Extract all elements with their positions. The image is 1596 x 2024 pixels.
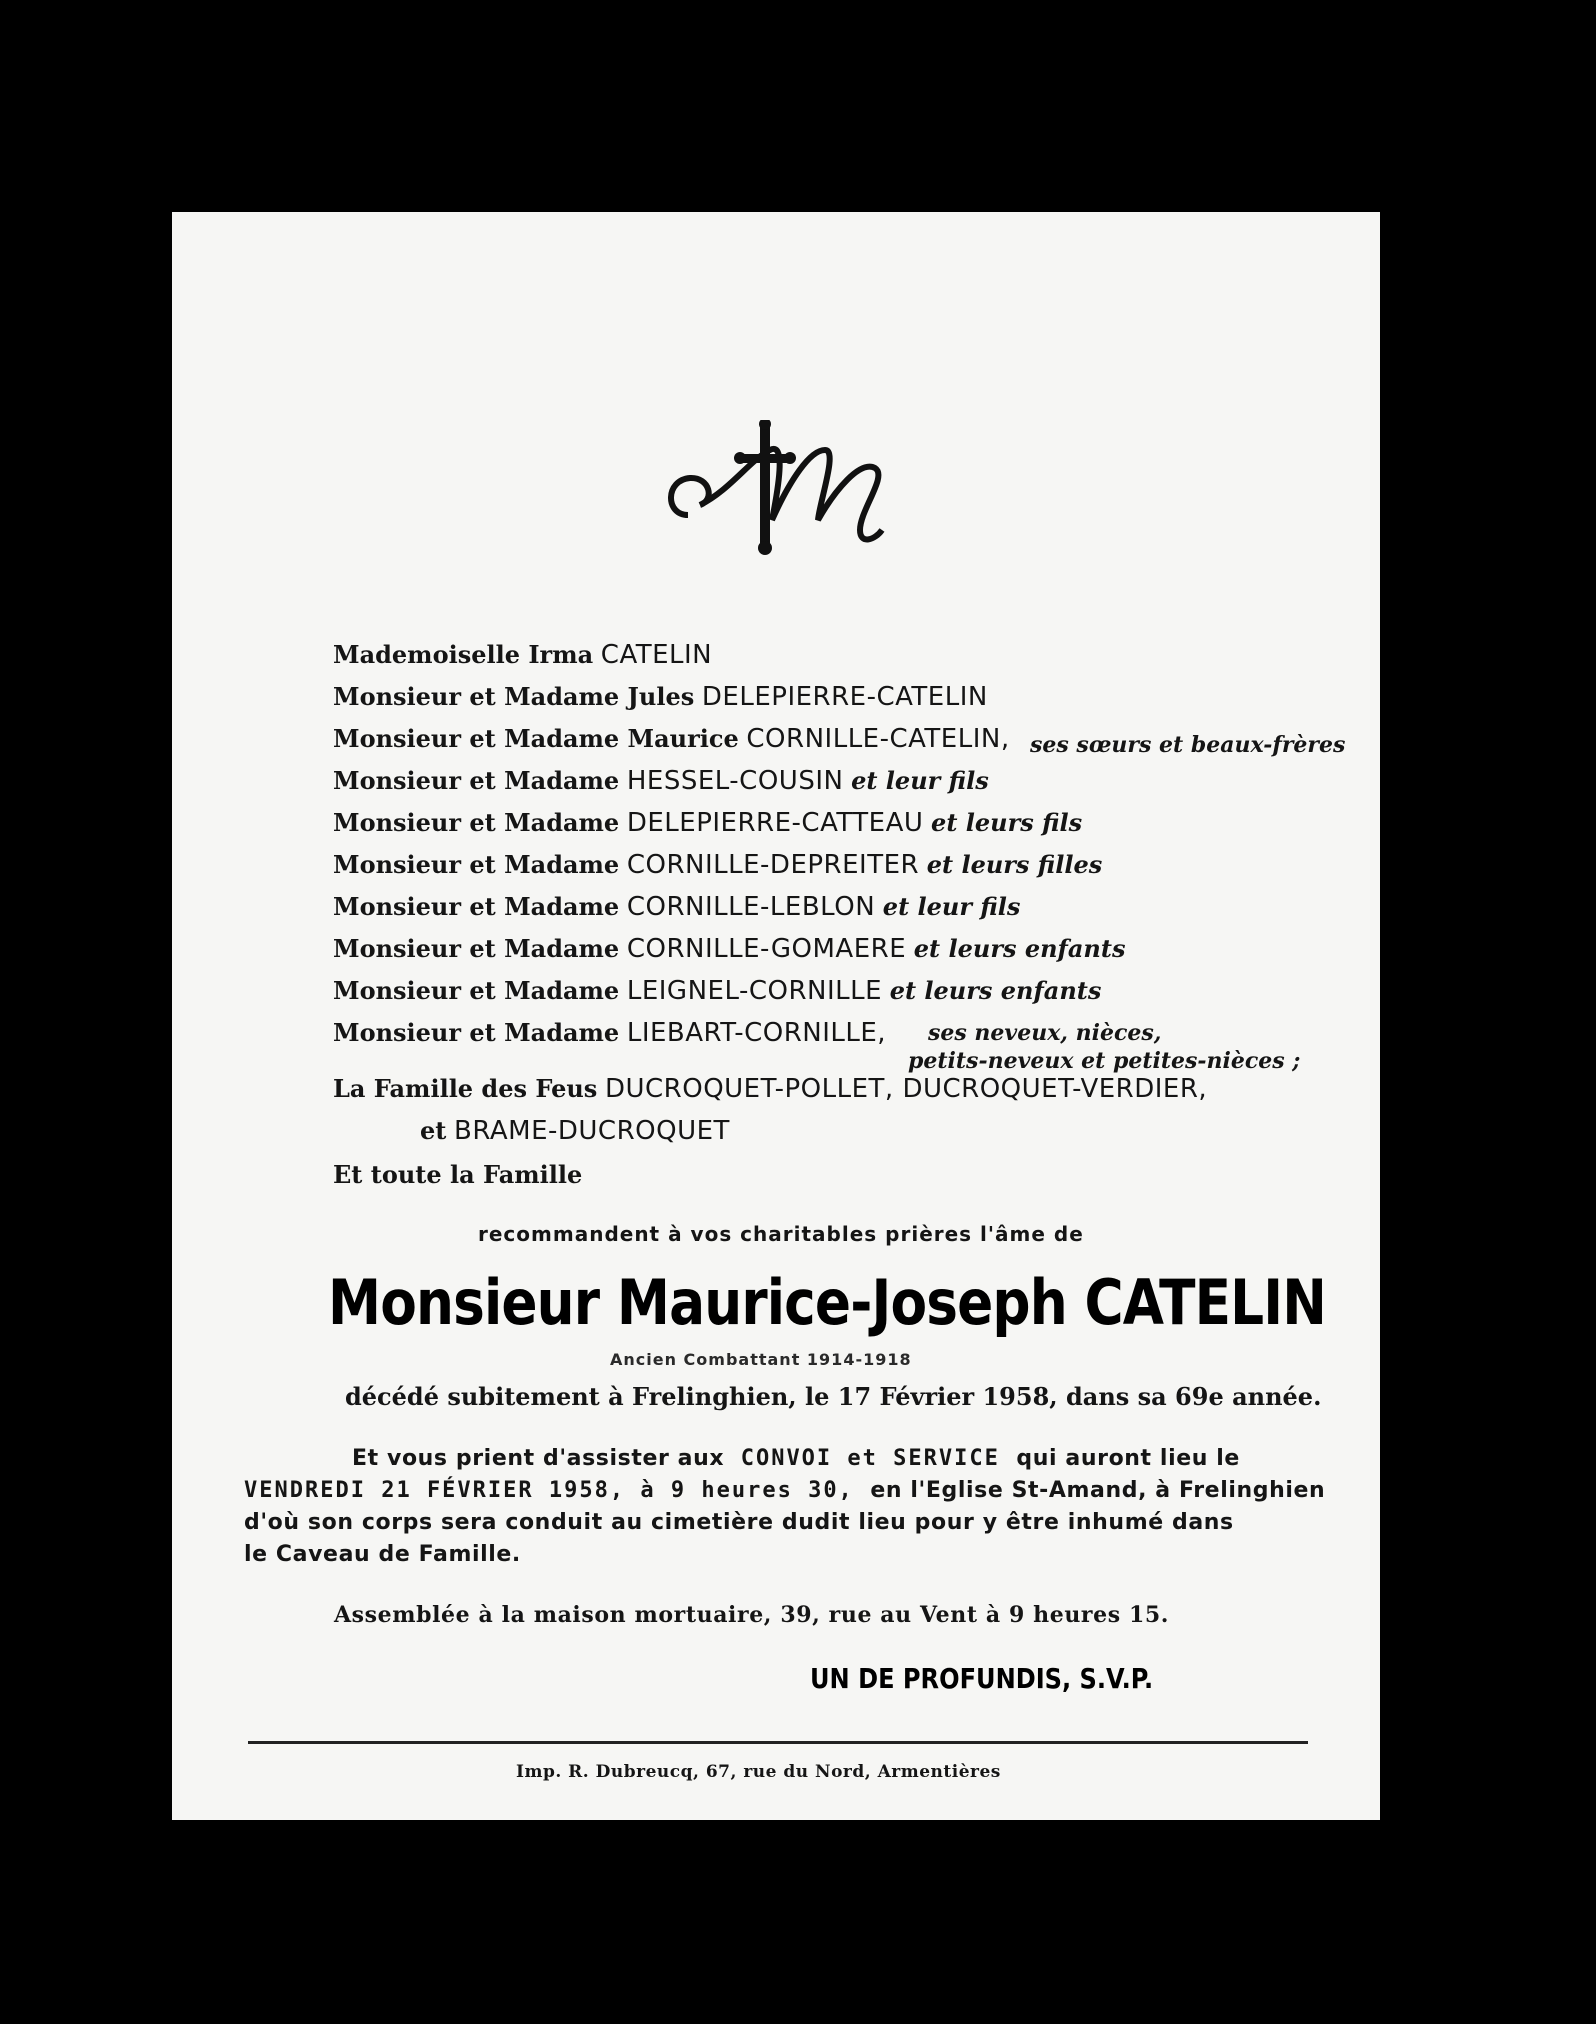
- ancien-combattant: Ancien Combattant 1914-1918: [610, 1350, 912, 1369]
- divider-rule: [248, 1741, 1308, 1744]
- family-suffix: et leurs fils: [931, 808, 1083, 837]
- family-name: HESSEL-COUSIN: [626, 766, 844, 796]
- famille-feus-names2: BRAME-DUCROQUET: [454, 1116, 730, 1146]
- family-line: [333, 892, 1020, 922]
- famille-feus-line: [333, 1074, 1207, 1104]
- family-line: [333, 724, 1010, 754]
- profundis-line: UN DE PROFUNDIS, S.V.P.: [810, 1662, 1154, 1695]
- family-line: [333, 1018, 886, 1048]
- toute-famille: [333, 1160, 582, 1189]
- family-line: [333, 640, 712, 670]
- family-title: Monsieur et Madame: [333, 934, 620, 963]
- service-l2b: en l'Eglise St-Amand, à Frelinghien: [870, 1478, 1326, 1503]
- family-name: CORNILLE-DEPREITER: [626, 850, 920, 880]
- service-convoi: CONVOI et SERVICE: [740, 1446, 1000, 1471]
- family-line: [333, 976, 1101, 1006]
- monogram-cross-m-icon: [660, 420, 900, 560]
- famille-feus-line-2: [420, 1116, 730, 1146]
- family-suffix: et leurs filles: [926, 850, 1103, 879]
- assemblee-line: Assemblée à la maison mortuaire, 39, rue au Vent à 9 heures 15.: [334, 1602, 1170, 1628]
- service-line-2: [244, 1478, 1325, 1503]
- family-name: LIEBART-CORNILLE,: [626, 1018, 887, 1048]
- family-line: [333, 808, 1082, 838]
- family-suffix: et leur fils: [851, 766, 989, 795]
- family-name: CORNILLE-CATELIN,: [746, 724, 1010, 754]
- family-suffix: et leurs enfants: [913, 934, 1126, 963]
- family-title: Monsieur et Madame: [333, 892, 620, 921]
- service-l1a: Et vous prient d'assister aux: [352, 1446, 725, 1471]
- family-name: DELEPIERRE-CATTEAU: [626, 808, 924, 838]
- service-date: VENDREDI 21 FÉVRIER 1958, à 9 heures 30,: [244, 1478, 854, 1503]
- family-title: Monsieur et Madame: [333, 976, 620, 1005]
- family-title: Monsieur et Madame: [333, 1018, 620, 1047]
- note-neveux: ses neveux, nièces,: [928, 1020, 1162, 1046]
- note-petits-neveux: petits-neveux et petites-nièces ;: [908, 1048, 1301, 1074]
- family-title: Monsieur et Madame: [333, 766, 620, 795]
- family-line: [333, 766, 989, 796]
- note-soeurs: ses sœurs et beaux-frères: [1030, 732, 1346, 758]
- deceased-name: Monsieur Maurice-Joseph CATELIN: [328, 1266, 1327, 1339]
- famille-feus-prefix2: et: [420, 1116, 447, 1145]
- family-title: Monsieur et Madame: [333, 850, 620, 879]
- family-line: [333, 934, 1125, 964]
- deced-line: décédé subitement à Frelinghien, le 17 Février 1958, dans sa 69e année.: [345, 1382, 1322, 1411]
- family-name: DELEPIERRE-CATELIN: [701, 682, 988, 712]
- family-line: [333, 850, 1102, 880]
- family-title: Monsieur et Madame Maurice: [333, 724, 739, 753]
- family-title: Monsieur et Madame: [333, 808, 620, 837]
- family-title: Mademoiselle Irma: [333, 640, 594, 669]
- service-line-1: [352, 1446, 1240, 1471]
- family-name: CATELIN: [600, 640, 713, 670]
- family-name: LEIGNEL-CORNILLE: [626, 976, 883, 1006]
- famille-feus-names: DUCROQUET-POLLET, DUCROQUET-VERDIER,: [604, 1074, 1208, 1104]
- service-line-3: d'où son corps sera conduit au cimetière dudit lieu pour y être inhumé dans: [244, 1510, 1234, 1535]
- family-suffix: et leurs enfants: [889, 976, 1102, 1005]
- imprimeur-line: Imp. R. Dubreucq, 67, rue du Nord, Armentières: [516, 1762, 1001, 1782]
- family-title: Monsieur et Madame Jules: [333, 682, 695, 711]
- family-name: CORNILLE-GOMAERE: [626, 934, 907, 964]
- recommend-text: recommandent à vos charitables prières l'âme de: [478, 1222, 1084, 1246]
- famille-feus-prefix: La Famille des Feus: [333, 1074, 598, 1103]
- service-line-4: le Caveau de Famille.: [244, 1542, 521, 1567]
- family-name: CORNILLE-LEBLON: [626, 892, 876, 922]
- service-l1c: qui auront lieu le: [1016, 1446, 1240, 1471]
- family-suffix: et leur fils: [882, 892, 1021, 921]
- toute-famille-text: Et toute la Famille: [333, 1160, 583, 1189]
- family-line: [333, 682, 988, 712]
